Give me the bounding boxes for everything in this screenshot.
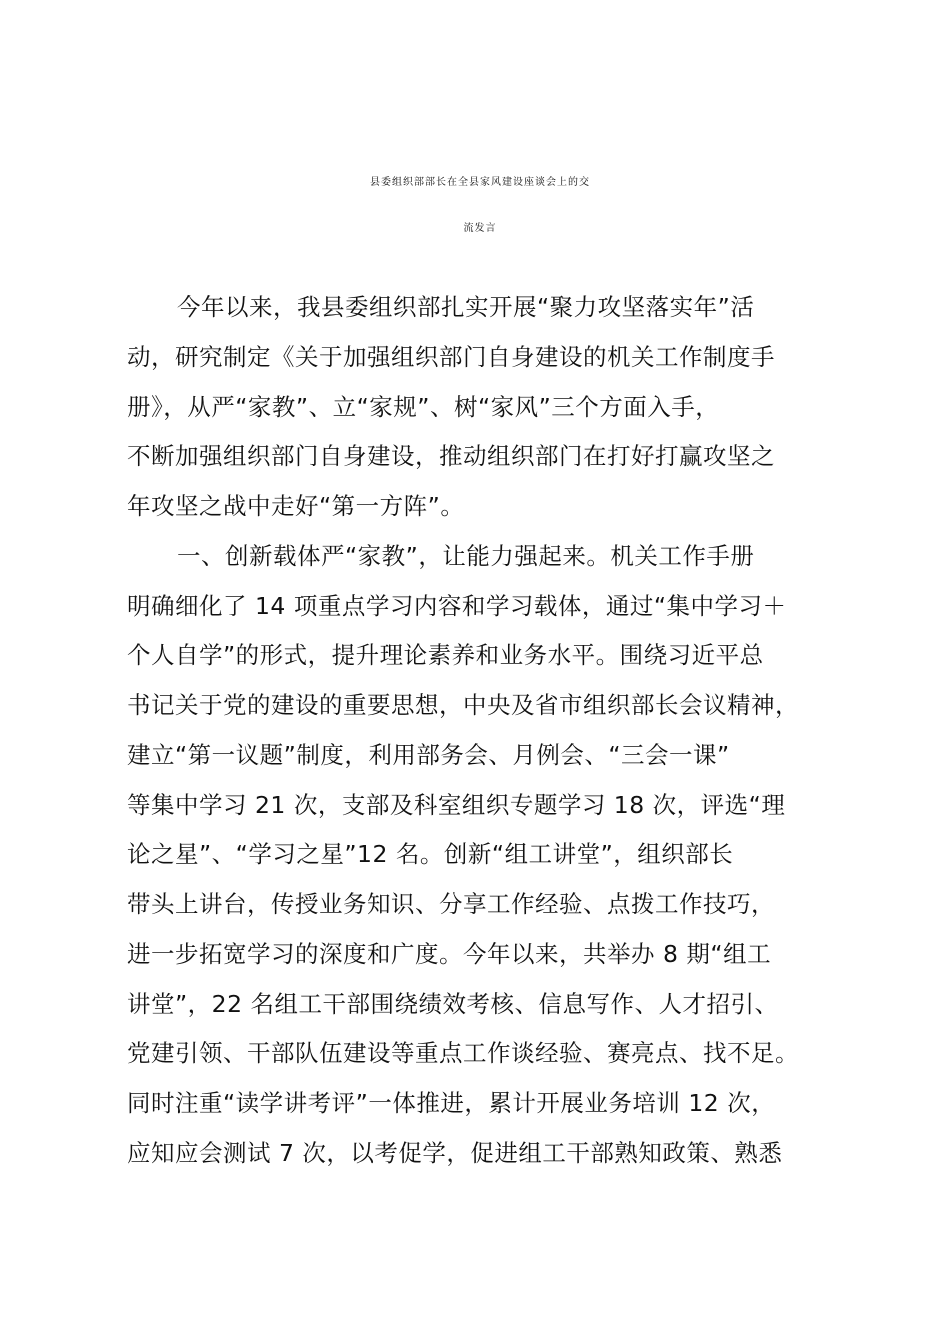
title-line-1: 县委组织部部长在全县家风建设座谈会上的交 <box>370 177 590 188</box>
paragraph-2-line-12: 同时注重“读学讲考评”一体推进，累计开展业务培训 12 次， <box>127 1089 776 1117</box>
paragraph-1-line-5: 年攻坚之战中走好“第一方阵”。 <box>127 492 465 520</box>
paragraph-1-line-3: 册》，从严“家教”、立“家规”、树“家风”三个方面入手， <box>127 393 720 421</box>
paragraph-2-line-5: 建立“第一议题”制度，利用部务会、月例会、“三会一课” <box>127 741 730 769</box>
paragraph-2-line-13: 应知应会测试 7 次，以考促学，促进组工干部熟知政策、熟悉 <box>127 1139 783 1167</box>
document-title <box>100 160 860 252</box>
paragraph-1-line-4: 不断加强组织部门自身建设，推动组织部门在打好打赢攻坚之 <box>127 442 775 470</box>
paragraph-2-line-8: 带头上讲台，传授业务知识、分享工作经验、点拨工作技巧， <box>127 890 775 918</box>
paragraph-2-line-11: 党建引领、干部队伍建设等重点工作谈经验、赛亮点、找不足。 <box>127 1039 799 1067</box>
paragraph-2-line-2: 明确细化了 14 项重点学习内容和学习载体，通过“集中学习＋ <box>127 592 787 620</box>
paragraph-2-line-10: 讲堂”，22 名组工干部围绕绩效考核、信息写作、人才招引、 <box>127 990 779 1018</box>
paragraph-2-line-3: 个人自学”的形式，提升理论素养和业务水平。围绕习近平总 <box>127 641 764 669</box>
paragraph-1-line-2: 动，研究制定《关于加强组织部门自身建设的机关工作制度手 <box>127 343 775 371</box>
paragraph-2-line-7: 论之星”、“学习之星”12 名。创新“组工讲堂”，组织部长 <box>127 840 734 868</box>
paragraph-2-line-9: 进一步拓宽学习的深度和广度。今年以来，共举办 8 期“组工 <box>127 940 772 968</box>
title-line-2: 流发言 <box>463 223 497 234</box>
paragraph-2-line-1: 一、创新载体严“家教”，让能力强起来。机关工作手册 <box>177 542 755 570</box>
paragraph-2-line-4: 书记关于党的建设的重要思想，中央及省市组织部长会议精神， <box>127 691 799 719</box>
paragraph-1-line-1: 今年以来，我县委组织部扎实开展“聚力攻坚落实年”活 <box>177 293 755 321</box>
paragraph-2-line-6: 等集中学习 21 次，支部及科室组织专题学习 18 次，评选“理 <box>127 791 786 819</box>
